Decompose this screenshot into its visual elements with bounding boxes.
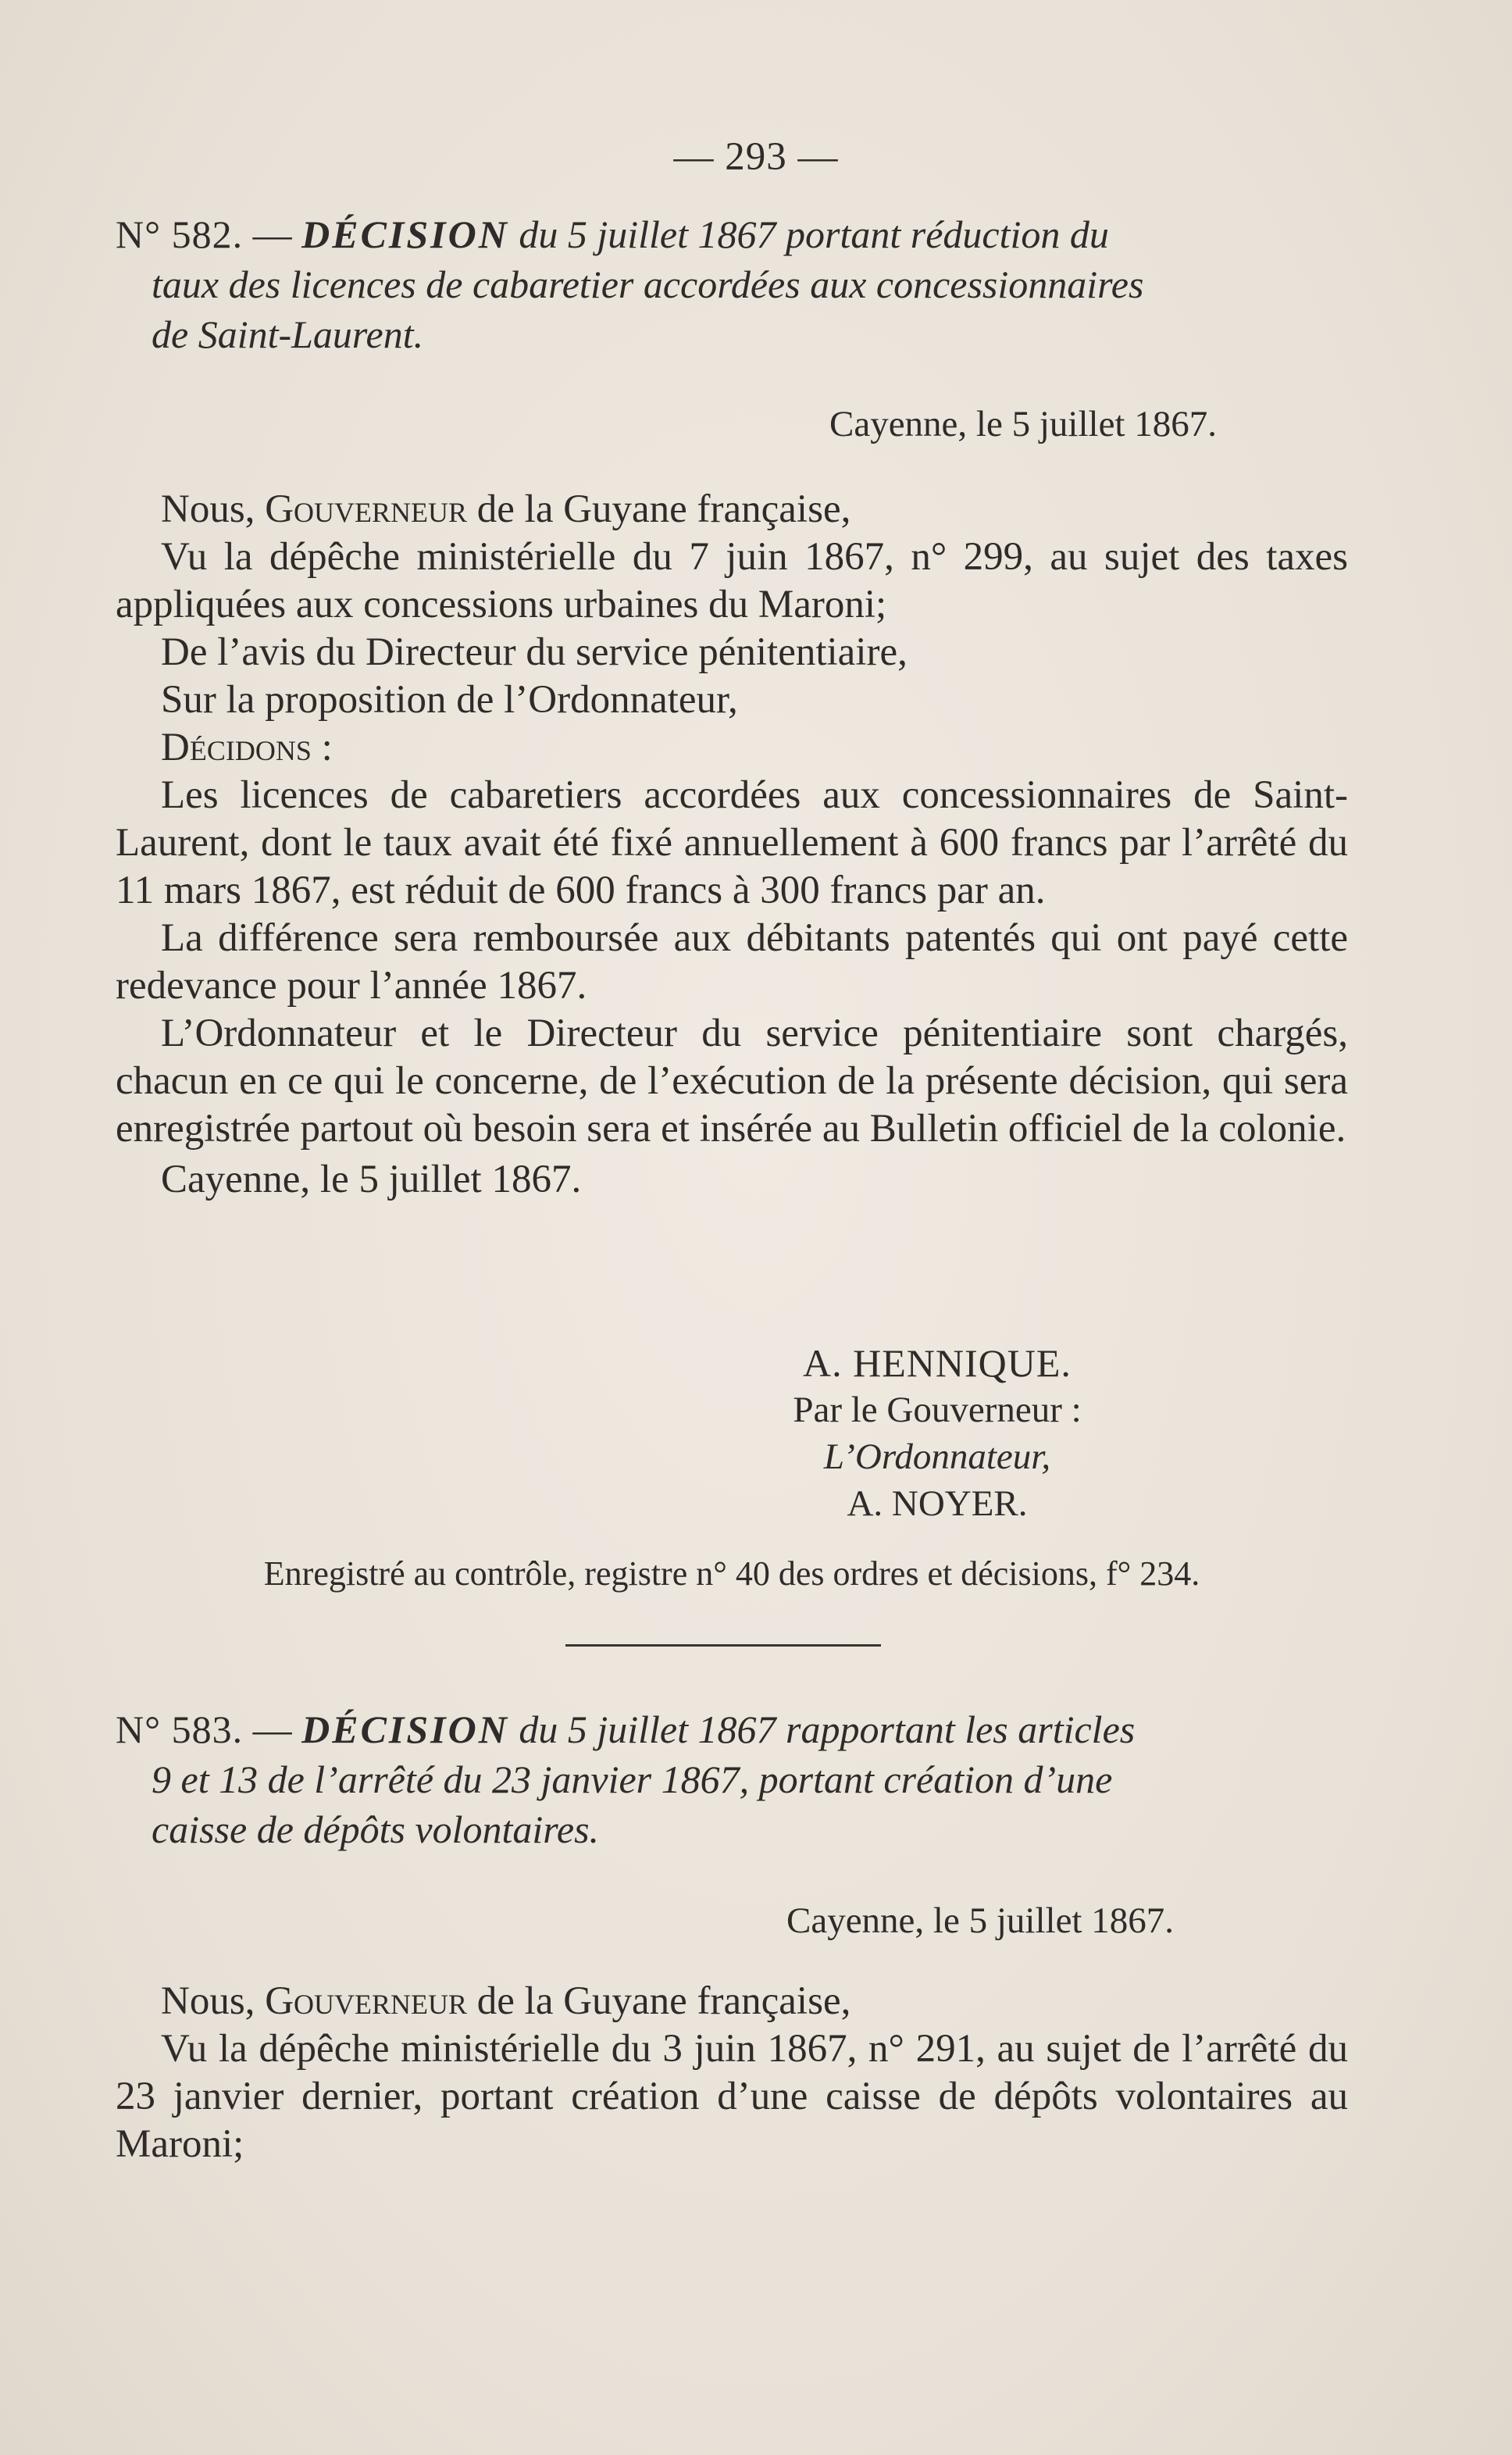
decision-582-heading xyxy=(116,209,1348,359)
article-execution: L’Ordonnateur et le Directeur du service pénitentiaire sont chargés, chacun en ce qui le concerne, de l’exécution de la présente décision, qui sera enregistrée partout où besoin sera et insérée au Bulletin officiel de la colonie. xyxy=(116,1012,1348,1151)
preamble-nous xyxy=(116,486,1348,533)
decision-title-rest: du 5 juillet 1867 rapportant les articles xyxy=(519,1707,1136,1751)
place-date: Cayenne, le 5 juillet 1867. xyxy=(829,404,1217,444)
decision-title-line3: caisse de dépôts volontaires. xyxy=(152,1807,600,1851)
par-le-gouverneur: Par le Gouverneur : xyxy=(793,1390,1082,1430)
preamble-nous xyxy=(116,1978,1348,2025)
guyane-text: de la Guyane française, xyxy=(476,1979,851,2023)
guyane-text: de la Guyane française, xyxy=(476,487,851,531)
decision-583-body xyxy=(116,1978,1348,2168)
decision-title-rest: du 5 juillet 1867 portant réduction du xyxy=(519,212,1109,256)
vu-paragraph: Vu la dépêche ministérielle du 3 juin 1867, n° 291, au sujet de l’arrêté du 23 janvier dernier, portant création d’une caisse de dépôts volontaires au Maroni; xyxy=(116,2027,1348,2166)
closing-date: Cayenne, le 5 juillet 1867. xyxy=(161,1158,582,1201)
decision-title-word: DÉCISION xyxy=(301,1707,509,1751)
ordonnateur-label: L’Ordonnateur, xyxy=(823,1436,1051,1477)
signer-name: A. HENNIQUE. xyxy=(803,1341,1072,1385)
decision-title-line3: de Saint-Laurent. xyxy=(152,312,424,356)
article-remboursement: La différence sera remboursée aux débitants patentés qui ont payé cette redevance pour l’année 1867. xyxy=(116,916,1348,1008)
proposition-paragraph: Sur la proposition de l’Ordonnateur, xyxy=(161,678,738,722)
decision-title-line2: taux des licences de cabaretier accordées aux concessionnaires xyxy=(152,262,1144,306)
vu-paragraph: Vu la dépêche ministérielle du 7 juin 1867, n° 299, au sujet des taxes appliquées aux concessions urbaines du Maroni; xyxy=(116,535,1348,626)
article-licences: Les licences de cabaretiers accordées aux concessionnaires de Saint-Laurent, dont le taux avait été fixé annuellement à 600 francs par l’arrêté du 11 mars 1867, est réduit de 600 francs à 300 francs par an. xyxy=(116,773,1348,912)
heading-dash: — xyxy=(252,212,292,256)
nous-word: Nous, xyxy=(161,1979,255,2023)
page-number: — 293 — xyxy=(673,135,839,179)
registration-note: Enregistré au contrôle, registre n° 40 des ordres et décisions, f° 234. xyxy=(263,1554,1200,1593)
decision-title-word: DÉCISION xyxy=(301,212,509,256)
heading-dash: — xyxy=(252,1707,292,1751)
nous-word: Nous, xyxy=(161,487,255,531)
gouverneur-word: Gouverneur xyxy=(265,1979,468,2023)
avis-paragraph: De l’avis du Directeur du service pénitentiaire, xyxy=(161,630,908,674)
decision-number: N° 583. xyxy=(116,1707,244,1751)
decision-number: N° 582. xyxy=(116,212,244,256)
decidons-heading: Décidons : xyxy=(161,726,333,769)
countersigner-name: A. NOYER. xyxy=(847,1483,1028,1524)
gouverneur-word: Gouverneur xyxy=(265,487,468,531)
signature-block xyxy=(719,1340,1156,1527)
section-divider xyxy=(565,1644,881,1647)
decision-582-body xyxy=(116,486,1348,1204)
decision-583-heading xyxy=(116,1704,1348,1854)
place-date: Cayenne, le 5 juillet 1867. xyxy=(786,1900,1174,1941)
decision-title-line2: 9 et 13 de l’arrêté du 23 janvier 1867, portant création d’une xyxy=(152,1757,1113,1801)
